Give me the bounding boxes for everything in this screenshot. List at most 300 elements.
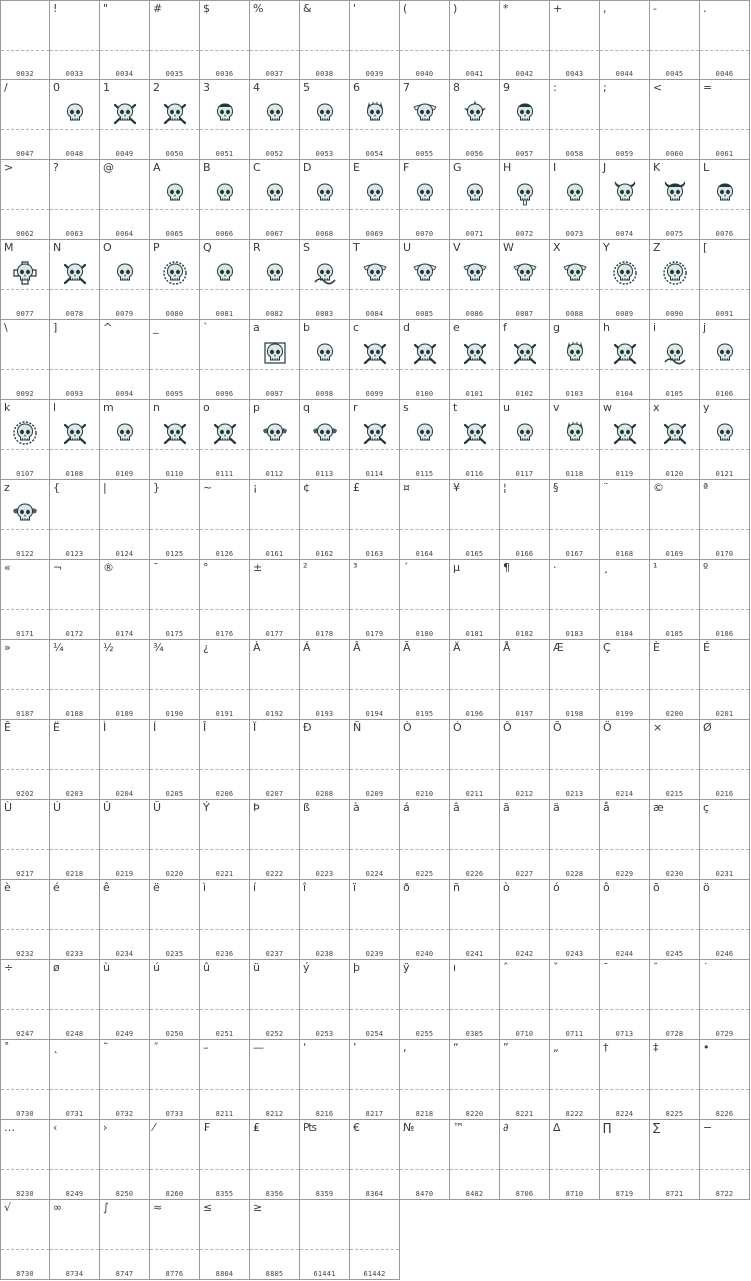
glyph-cell[interactable] <box>50 800 100 880</box>
character-label: ð <box>403 881 410 894</box>
baseline-divider <box>150 849 199 850</box>
character-label: ½ <box>103 641 114 654</box>
glyph-cell[interactable] <box>400 480 450 560</box>
glyph-cell[interactable] <box>50 960 100 1040</box>
glyph-cell[interactable] <box>350 880 400 960</box>
glyph-cell[interactable] <box>350 1120 400 1200</box>
glyph-cell[interactable] <box>450 800 500 880</box>
skull-icon <box>412 420 438 446</box>
baseline-divider <box>100 1249 149 1250</box>
glyph-cell[interactable] <box>600 960 650 1040</box>
glyph-cell[interactable] <box>500 560 550 640</box>
glyph-cell[interactable] <box>500 1040 550 1120</box>
glyph-cell[interactable] <box>200 1120 250 1200</box>
glyph-cell[interactable] <box>450 400 500 480</box>
glyph-cell[interactable] <box>700 1040 750 1120</box>
character-label: § <box>553 481 559 494</box>
glyph-cell[interactable] <box>400 0 450 80</box>
glyph-cell[interactable] <box>0 320 50 400</box>
glyph-cell[interactable] <box>700 720 750 800</box>
glyph-cell[interactable] <box>50 320 100 400</box>
glyph-cell[interactable] <box>700 480 750 560</box>
baseline-divider <box>1 209 49 210</box>
glyph-cell[interactable] <box>550 560 600 640</box>
glyph-cell[interactable] <box>0 960 50 1040</box>
char-code-label: 0049 <box>115 150 134 158</box>
glyph-cell[interactable] <box>600 800 650 880</box>
glyph-cell[interactable] <box>350 160 400 240</box>
glyph-cell[interactable] <box>650 720 700 800</box>
glyph-cell[interactable] <box>100 160 150 240</box>
glyph-cell[interactable] <box>200 320 250 400</box>
glyph-cell[interactable] <box>350 640 400 720</box>
glyph-cell[interactable] <box>650 240 700 320</box>
character-label: Ü <box>153 801 162 814</box>
character-label: ˜ <box>103 1041 109 1054</box>
glyph-cell[interactable] <box>400 640 450 720</box>
glyph-cell[interactable] <box>50 1040 100 1120</box>
glyph-cell[interactable] <box>250 720 300 800</box>
glyph-cell[interactable] <box>250 1120 300 1200</box>
glyph-cell[interactable] <box>400 240 450 320</box>
glyph-cell[interactable] <box>250 1040 300 1120</box>
glyph-cell[interactable] <box>550 720 600 800</box>
glyph-cell[interactable] <box>600 400 650 480</box>
glyph-cell[interactable] <box>550 480 600 560</box>
glyph-cell[interactable] <box>150 960 200 1040</box>
glyph-cell[interactable] <box>350 1200 400 1280</box>
glyph-cell[interactable] <box>650 640 700 720</box>
glyph-cell[interactable] <box>150 240 200 320</box>
glyph-cell[interactable] <box>0 0 50 80</box>
glyph-cell[interactable] <box>650 880 700 960</box>
glyph-cell[interactable] <box>550 640 600 720</box>
glyph-cell[interactable] <box>250 800 300 880</box>
baseline-divider <box>250 609 299 610</box>
character-label: Ò <box>403 721 412 734</box>
glyph-cell[interactable] <box>100 960 150 1040</box>
glyph-cell[interactable] <box>350 240 400 320</box>
character-label: ² <box>303 561 308 574</box>
glyph-cell[interactable] <box>350 1040 400 1120</box>
skull-crossbones-icon <box>112 100 138 126</box>
glyph-cell[interactable] <box>200 720 250 800</box>
baseline-divider <box>600 929 649 930</box>
glyph-cell[interactable] <box>0 1040 50 1120</box>
glyph-cell[interactable] <box>250 480 300 560</box>
glyph-cell[interactable] <box>300 240 350 320</box>
baseline-divider <box>500 50 549 51</box>
char-code-label: 0046 <box>715 70 734 78</box>
glyph-cell[interactable] <box>350 960 400 1040</box>
character-label: K <box>653 161 661 174</box>
glyph-cell[interactable] <box>50 1120 100 1200</box>
skull-crossbones-icon <box>162 100 188 126</box>
glyph-cell[interactable] <box>350 320 400 400</box>
char-code-label: 0033 <box>65 70 84 78</box>
glyph-cell[interactable] <box>100 880 150 960</box>
glyph-cell[interactable] <box>300 320 350 400</box>
baseline-divider <box>600 209 649 210</box>
glyph-cell[interactable] <box>600 720 650 800</box>
glyph-cell[interactable] <box>250 0 300 80</box>
character-label: ª <box>703 481 709 494</box>
glyph-cell[interactable] <box>350 720 400 800</box>
glyph-cell[interactable] <box>700 320 750 400</box>
glyph-cell[interactable] <box>150 560 200 640</box>
glyph-cell[interactable] <box>500 0 550 80</box>
glyph-cell[interactable] <box>600 0 650 80</box>
glyph-cell[interactable] <box>0 1200 50 1280</box>
glyph-cell[interactable] <box>350 400 400 480</box>
char-code-label: 0071 <box>465 230 484 238</box>
glyph-cell[interactable] <box>450 240 500 320</box>
glyph-cell[interactable] <box>250 240 300 320</box>
glyph-cell[interactable] <box>650 320 700 400</box>
character-label: ™ <box>453 1121 464 1134</box>
glyph-cell[interactable] <box>200 480 250 560</box>
glyph-cell[interactable] <box>0 1120 50 1200</box>
glyph-cell[interactable] <box>150 480 200 560</box>
glyph-cell[interactable] <box>500 400 550 480</box>
glyph-cell[interactable] <box>450 960 500 1040</box>
char-code-label: 0078 <box>65 310 84 318</box>
glyph-cell[interactable] <box>300 720 350 800</box>
baseline-divider <box>650 209 699 210</box>
glyph-cell[interactable] <box>0 560 50 640</box>
glyph-cell[interactable] <box>50 400 100 480</box>
glyph-cell[interactable] <box>450 160 500 240</box>
glyph-cell[interactable] <box>150 640 200 720</box>
glyph-cell[interactable] <box>100 1040 150 1120</box>
glyph-cell[interactable] <box>550 1040 600 1120</box>
glyph-cell[interactable] <box>250 560 300 640</box>
glyph-cell[interactable] <box>100 1200 150 1280</box>
glyph-cell[interactable] <box>650 160 700 240</box>
glyph-cell[interactable] <box>450 0 500 80</box>
baseline-divider <box>600 529 649 530</box>
char-code-label: 0091 <box>715 310 734 318</box>
glyph-cell[interactable] <box>650 800 700 880</box>
glyph-cell[interactable] <box>250 880 300 960</box>
glyph-cell[interactable] <box>700 80 750 160</box>
char-code-label: 0040 <box>415 70 434 78</box>
glyph-cell[interactable] <box>400 160 450 240</box>
character-label: » <box>4 641 11 654</box>
glyph-cell[interactable] <box>150 720 200 800</box>
glyph-cell[interactable] <box>200 1040 250 1120</box>
char-code-label: 0170 <box>715 550 734 558</box>
glyph-cell[interactable] <box>50 560 100 640</box>
glyph-cell[interactable] <box>450 720 500 800</box>
glyph-cell[interactable] <box>200 960 250 1040</box>
glyph-cell[interactable] <box>700 960 750 1040</box>
baseline-divider <box>50 609 99 610</box>
glyph-cell[interactable] <box>300 1040 350 1120</box>
glyph-cell[interactable] <box>150 0 200 80</box>
glyph-cell[interactable] <box>250 1200 300 1280</box>
char-code-label: 0123 <box>65 550 84 558</box>
glyph-cell[interactable] <box>700 640 750 720</box>
glyph-cell[interactable] <box>200 80 250 160</box>
glyph-cell[interactable] <box>250 320 300 400</box>
glyph-cell[interactable] <box>450 1120 500 1200</box>
glyph-cell[interactable] <box>100 560 150 640</box>
skull-crossbones-icon <box>162 420 188 446</box>
glyph-cell[interactable] <box>350 80 400 160</box>
glyph-cell[interactable] <box>300 160 350 240</box>
glyph-cell[interactable] <box>100 0 150 80</box>
baseline-divider <box>550 129 599 130</box>
glyph-cell[interactable] <box>300 480 350 560</box>
glyph-cell[interactable] <box>600 240 650 320</box>
char-code-label: 0088 <box>565 310 584 318</box>
glyph-cell[interactable] <box>0 480 50 560</box>
glyph-cell[interactable] <box>50 480 100 560</box>
glyph-cell[interactable] <box>400 720 450 800</box>
glyph-cell[interactable] <box>400 1120 450 1200</box>
glyph-cell[interactable] <box>600 880 650 960</box>
glyph-cell[interactable] <box>0 160 50 240</box>
char-code-label: 0076 <box>715 230 734 238</box>
glyph-cell[interactable] <box>550 1120 600 1200</box>
glyph-cell[interactable] <box>200 560 250 640</box>
glyph-cell[interactable] <box>0 800 50 880</box>
glyph-cell[interactable] <box>400 560 450 640</box>
glyph-cell[interactable] <box>50 240 100 320</box>
skull-icon <box>262 100 288 126</box>
character-label: • <box>703 1041 710 1054</box>
glyph-cell[interactable] <box>250 640 300 720</box>
char-code-label: 0039 <box>365 70 384 78</box>
glyph-cell[interactable] <box>600 560 650 640</box>
glyph-cell[interactable] <box>500 320 550 400</box>
glyph-cell[interactable] <box>100 720 150 800</box>
glyph-cell[interactable] <box>600 160 650 240</box>
glyph-cell[interactable] <box>100 480 150 560</box>
glyph-cell[interactable] <box>150 800 200 880</box>
glyph-cell[interactable] <box>300 800 350 880</box>
glyph-cell[interactable] <box>650 960 700 1040</box>
glyph-cell[interactable] <box>650 1120 700 1200</box>
glyph-cell[interactable] <box>550 960 600 1040</box>
glyph-cell[interactable] <box>200 800 250 880</box>
glyph-cell[interactable] <box>550 880 600 960</box>
glyph-cell[interactable] <box>450 560 500 640</box>
glyph-cell[interactable] <box>700 880 750 960</box>
glyph-cell[interactable] <box>550 240 600 320</box>
glyph-cell[interactable] <box>300 1200 350 1280</box>
glyph-cell[interactable] <box>50 640 100 720</box>
glyph-cell[interactable] <box>400 400 450 480</box>
glyph-cell[interactable] <box>350 480 400 560</box>
glyph-cell[interactable] <box>0 880 50 960</box>
glyph-cell[interactable] <box>600 480 650 560</box>
character-label: _ <box>153 321 159 334</box>
glyph-cell[interactable] <box>0 640 50 720</box>
glyph-cell[interactable] <box>200 880 250 960</box>
glyph-cell[interactable] <box>700 240 750 320</box>
glyph-cell[interactable] <box>400 320 450 400</box>
character-label: ú <box>153 961 160 974</box>
glyph-cell[interactable] <box>550 0 600 80</box>
glyph-cell[interactable] <box>100 320 150 400</box>
glyph-cell[interactable] <box>450 1040 500 1120</box>
glyph-cell[interactable] <box>450 480 500 560</box>
glyph-cell[interactable] <box>700 800 750 880</box>
char-code-label: 0235 <box>165 950 184 958</box>
glyph-cell[interactable] <box>450 640 500 720</box>
baseline-divider <box>300 289 349 290</box>
glyph-cell[interactable] <box>500 960 550 1040</box>
glyph-cell[interactable] <box>600 80 650 160</box>
glyph-cell[interactable] <box>500 640 550 720</box>
glyph-cell[interactable] <box>200 400 250 480</box>
glyph-cell[interactable] <box>500 240 550 320</box>
glyph-cell[interactable] <box>550 80 600 160</box>
char-code-label: 0305 <box>465 1030 484 1038</box>
glyph-cell[interactable] <box>550 320 600 400</box>
glyph-cell[interactable] <box>450 320 500 400</box>
glyph-cell[interactable] <box>300 400 350 480</box>
glyph-cell[interactable] <box>400 960 450 1040</box>
glyph-cell[interactable] <box>50 80 100 160</box>
glyph-cell[interactable] <box>600 640 650 720</box>
glyph-cell[interactable] <box>550 400 600 480</box>
glyph-cell[interactable] <box>250 80 300 160</box>
baseline-divider <box>700 929 749 930</box>
baseline-divider <box>350 129 399 130</box>
glyph-cell[interactable] <box>100 640 150 720</box>
glyph-cell[interactable] <box>150 400 200 480</box>
glyph-cell[interactable] <box>500 800 550 880</box>
glyph-cell[interactable] <box>550 160 600 240</box>
glyph-cell[interactable] <box>700 560 750 640</box>
glyph-cell[interactable] <box>600 320 650 400</box>
glyph-cell[interactable] <box>650 560 700 640</box>
glyph-cell[interactable] <box>300 80 350 160</box>
cross-skull-icon <box>12 260 38 286</box>
glyph-cell[interactable] <box>50 1200 100 1280</box>
glyph-cell[interactable] <box>50 880 100 960</box>
glyph-cell[interactable] <box>450 80 500 160</box>
glyph-cell[interactable] <box>250 400 300 480</box>
glyph-cell[interactable] <box>200 640 250 720</box>
glyph-cell[interactable] <box>650 400 700 480</box>
char-code-label: 0710 <box>515 1030 534 1038</box>
glyph-cell[interactable] <box>150 80 200 160</box>
glyph-cell[interactable] <box>200 0 250 80</box>
glyph-cell[interactable] <box>0 400 50 480</box>
glyph-cell[interactable] <box>450 880 500 960</box>
glyph-cell[interactable] <box>350 800 400 880</box>
char-code-label: 0195 <box>415 710 434 718</box>
glyph-cell[interactable] <box>150 1040 200 1120</box>
glyph-cell[interactable] <box>150 320 200 400</box>
char-code-label: 0059 <box>615 150 634 158</box>
glyph-cell[interactable] <box>150 880 200 960</box>
glyph-cell[interactable] <box>100 1120 150 1200</box>
glyph-cell[interactable] <box>100 240 150 320</box>
glyph-cell[interactable] <box>350 560 400 640</box>
glyph-cell[interactable] <box>50 160 100 240</box>
glyph-cell[interactable] <box>50 720 100 800</box>
glyph-cell[interactable] <box>150 1200 200 1280</box>
glyph-cell[interactable] <box>650 480 700 560</box>
glyph-cell[interactable] <box>700 400 750 480</box>
glyph-cell[interactable] <box>700 0 750 80</box>
glyph-cell[interactable] <box>300 880 350 960</box>
character-label: î <box>303 881 307 894</box>
glyph-cell[interactable] <box>500 1120 550 1200</box>
char-code-label: 0047 <box>16 150 34 158</box>
glyph-cell[interactable] <box>250 960 300 1040</box>
glyph-cell[interactable] <box>300 560 350 640</box>
glyph-cell[interactable] <box>150 1120 200 1200</box>
glyph-cell[interactable] <box>500 480 550 560</box>
character-label: © <box>653 481 664 494</box>
glyph-cell[interactable] <box>400 80 450 160</box>
glyph-cell[interactable] <box>300 1120 350 1200</box>
glyph-cell[interactable] <box>500 720 550 800</box>
glyph-cell[interactable] <box>700 160 750 240</box>
glyph-cell[interactable] <box>0 720 50 800</box>
character-label: ‚ <box>403 1041 407 1054</box>
character-label: ] <box>53 321 58 334</box>
glyph-cell[interactable] <box>350 0 400 80</box>
glyph-cell[interactable] <box>600 1040 650 1120</box>
glyph-cell[interactable] <box>150 160 200 240</box>
glyph-cell[interactable] <box>50 0 100 80</box>
baseline-divider <box>500 449 549 450</box>
glyph-cell[interactable] <box>100 800 150 880</box>
glyph-cell[interactable] <box>400 1040 450 1120</box>
baseline-divider <box>200 449 249 450</box>
glyph-cell[interactable] <box>0 80 50 160</box>
glyph-cell[interactable] <box>200 240 250 320</box>
glyph-cell[interactable] <box>250 160 300 240</box>
glyph-cell[interactable] <box>300 640 350 720</box>
baseline-divider <box>600 289 649 290</box>
glyph-cell[interactable] <box>100 400 150 480</box>
character-label: A <box>153 161 161 174</box>
glyph-cell[interactable] <box>200 1200 250 1280</box>
glyph-cell[interactable] <box>650 0 700 80</box>
glyph-cell[interactable] <box>700 1120 750 1200</box>
glyph-cell[interactable] <box>300 0 350 80</box>
character-label: Ù <box>4 801 13 814</box>
glyph-cell[interactable] <box>400 880 450 960</box>
glyph-cell[interactable] <box>500 880 550 960</box>
glyph-cell[interactable] <box>100 80 150 160</box>
glyph-cell[interactable] <box>300 960 350 1040</box>
glyph-cell[interactable] <box>500 160 550 240</box>
char-code-label: 0053 <box>315 150 334 158</box>
glyph-cell[interactable] <box>400 800 450 880</box>
character-label: − <box>703 1121 713 1134</box>
glyph-cell[interactable] <box>550 800 600 880</box>
glyph-cell[interactable] <box>650 1040 700 1120</box>
baseline-divider <box>700 289 749 290</box>
glyph-cell[interactable] <box>0 240 50 320</box>
char-code-label: 0230 <box>665 870 684 878</box>
glyph-cell[interactable] <box>600 1120 650 1200</box>
char-code-label: 0061 <box>715 150 734 158</box>
glyph-cell[interactable] <box>200 160 250 240</box>
char-code-label: 0180 <box>415 630 434 638</box>
glyph-cell[interactable] <box>650 80 700 160</box>
glyph-cell[interactable] <box>500 80 550 160</box>
